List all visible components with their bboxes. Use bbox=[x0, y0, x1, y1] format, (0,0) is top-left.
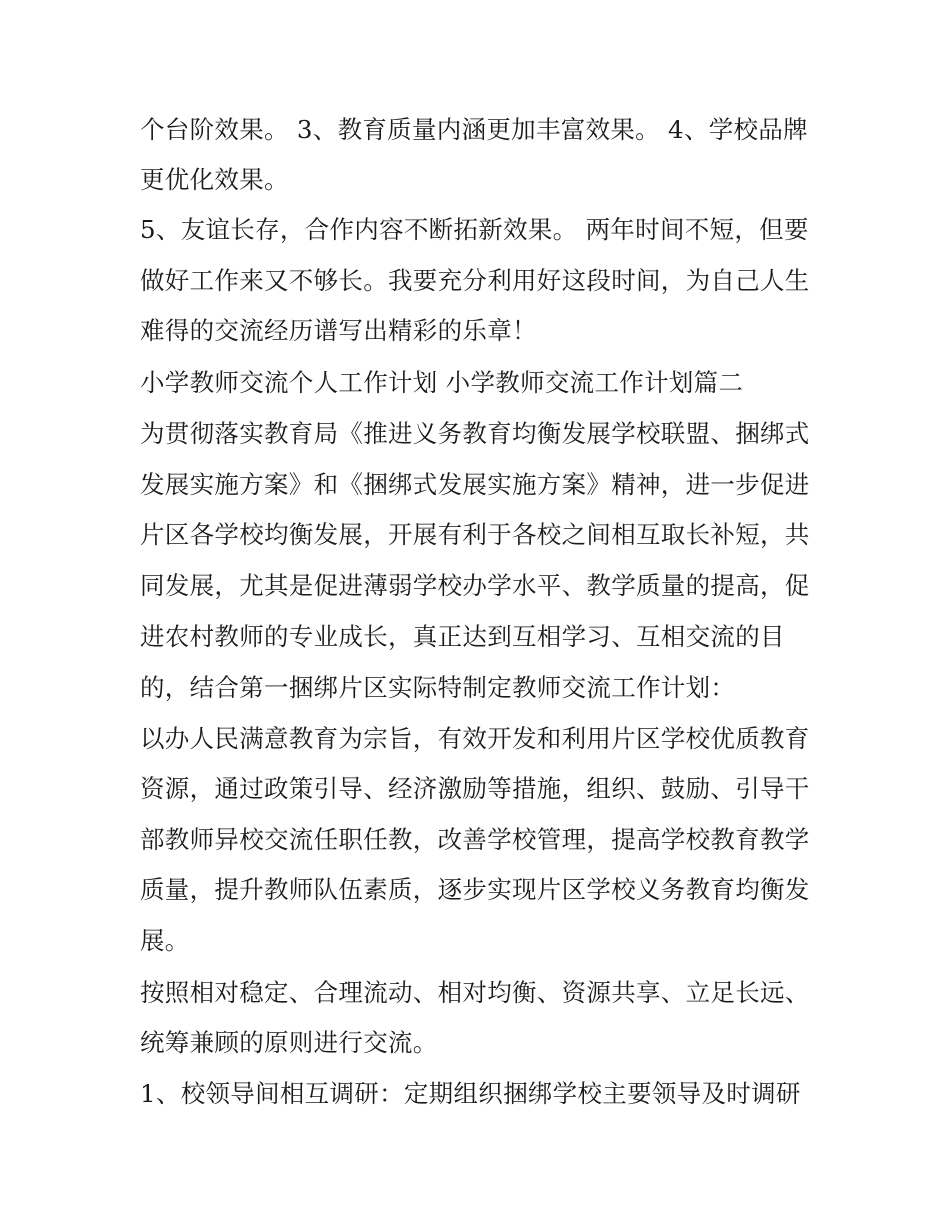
text-line: 质量，提升教师队伍素质，逐步实现片区学校义务教育均衡发 bbox=[140, 875, 810, 904]
text-line: 资源，通过政策引导、经济激励等措施，组织、鼓励、引导干 bbox=[140, 774, 810, 803]
section-heading: 小学教师交流个人工作计划 小学教师交流工作计划篇二 bbox=[140, 368, 744, 397]
text-line: 以办人民满意教育为宗旨，有效开发和利用片区学校优质教育 bbox=[140, 724, 810, 753]
text-line: 发展实施方案》和《捆绑式发展实施方案》精神，进一步促进 bbox=[140, 470, 810, 499]
text-line: 更优化效果。 bbox=[140, 165, 289, 194]
text-line: 做好工作来又不够长。我要充分利用好这段时间，为自己人生 bbox=[140, 266, 810, 295]
text-line: 5、友谊长存，合作内容不断拓新效果。 两年时间不短，但要 bbox=[140, 215, 809, 244]
text-line: 展。 bbox=[140, 926, 190, 955]
text-line: 的，结合第一捆绑片区实际特制定教师交流工作计划： bbox=[140, 673, 736, 702]
text-line: 片区各学校均衡发展，开展有利于各校之间相互取长补短，共 bbox=[140, 520, 810, 549]
text-line: 部教师异校交流任职任教，改善学校管理，提高学校教育教学 bbox=[140, 825, 810, 854]
text-line: 按照相对稳定、合理流动、相对均衡、资源共享、立足长远、 bbox=[140, 978, 810, 1007]
text-line: 同发展，尤其是促进薄弱学校办学水平、教学质量的提高，促 bbox=[140, 571, 810, 600]
text-line: 1、校领导间相互调研：定期组织捆绑学校主要领导及时调研 bbox=[140, 1079, 801, 1108]
text-line: 难得的交流经历谱写出精彩的乐章！ bbox=[140, 316, 537, 345]
text-line: 个台阶效果。 3、教育质量内涵更加丰富效果。 4、学校品牌 bbox=[140, 115, 808, 144]
text-line: 进农村教师的专业成长，真正达到互相学习、互相交流的目 bbox=[140, 622, 785, 651]
text-line: 为贯彻落实教育局《推进义务教育均衡发展学校联盟、捆绑式 bbox=[140, 419, 810, 448]
text-line: 统筹兼顾的原则进行交流。 bbox=[140, 1028, 438, 1057]
